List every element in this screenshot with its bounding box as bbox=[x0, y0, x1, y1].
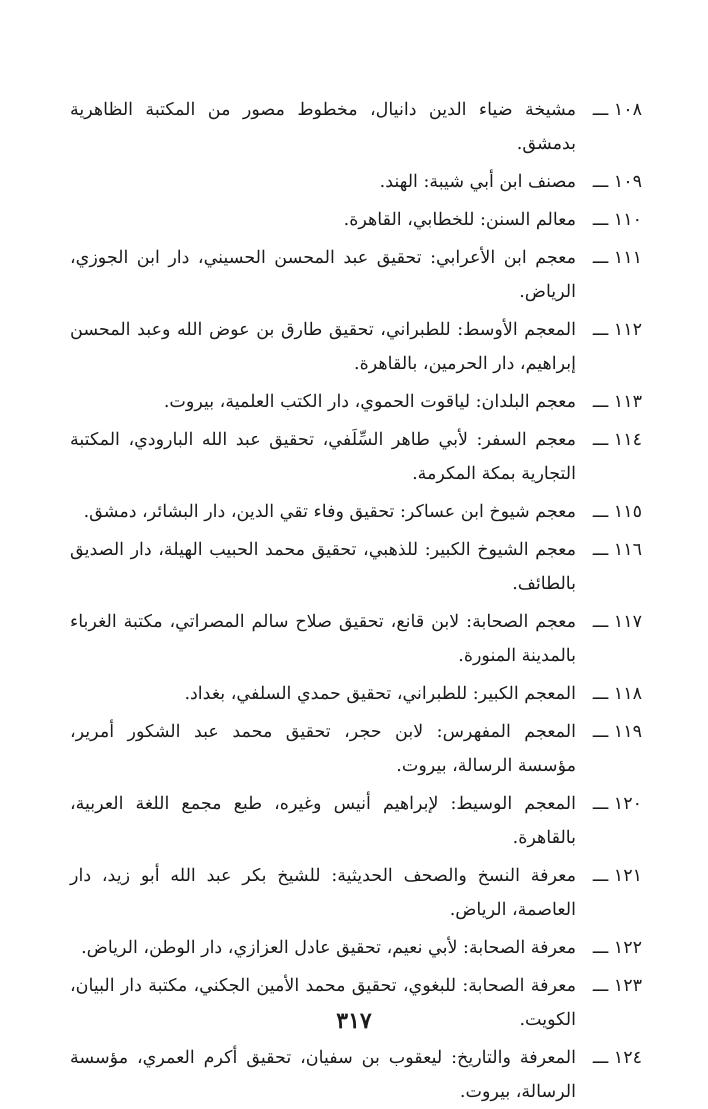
reference-entry bbox=[0, 385, 708, 419]
entry-number: ١١٦ ـــ bbox=[592, 540, 642, 560]
reference-entry bbox=[0, 241, 708, 309]
reference-entry bbox=[0, 605, 708, 673]
entry-text: معجم السفر: لأبي طاهر السِّلَفي، تحقيق عبد الله البارودي، المكتبة التجارية بمكة المكرمة. bbox=[70, 430, 576, 484]
entry-text: مشيخة ضياء الدين دانيال، مخطوط مصور من المكتبة الظاهرية بدمشق. bbox=[70, 100, 576, 154]
entry-number: ١١٧ ـــ bbox=[592, 612, 642, 632]
reference-entry bbox=[0, 859, 708, 927]
entry-number: ١٢٤ ـــ bbox=[592, 1048, 642, 1068]
entry-number: ١١٢ ـــ bbox=[592, 320, 642, 340]
entry-text: المعجم الوسيط: لإبراهيم أنيس وغيره، طبع مجمع اللغة العربية، بالقاهرة. bbox=[70, 794, 576, 848]
reference-entry bbox=[0, 787, 708, 855]
entry-number: ١٢٢ ـــ bbox=[592, 938, 642, 958]
reference-entry bbox=[0, 165, 708, 199]
reference-entry bbox=[0, 93, 708, 161]
entry-number: ١١٩ ـــ bbox=[592, 722, 642, 742]
reference-entry bbox=[0, 715, 708, 783]
reference-entry bbox=[0, 495, 708, 529]
entry-text: المعجم المفهرس: لابن حجر، تحقيق محمد عبد الشكور أمرير، مؤسسة الرسالة، بيروت. bbox=[70, 722, 576, 776]
reference-entry bbox=[0, 1041, 708, 1109]
reference-entry bbox=[0, 931, 708, 965]
page-number: ٣١٧ bbox=[336, 1008, 372, 1034]
entry-text: معجم البلدان: لياقوت الحموي، دار الكتب العلمية، بيروت. bbox=[163, 392, 576, 412]
reference-entry bbox=[0, 203, 708, 237]
entry-number: ١١٨ ـــ bbox=[592, 684, 642, 704]
entry-text: معرفة النسخ والصحف الحديثية: للشيخ بكر عبد الله أبو زيد، دار العاصمة، الرياض. bbox=[70, 866, 576, 920]
entry-number: ١٢١ ـــ bbox=[592, 866, 642, 886]
entry-number: ١٠٩ ـــ bbox=[592, 172, 642, 192]
reference-entry bbox=[0, 533, 708, 601]
entry-number: ١١٤ ـــ bbox=[592, 430, 642, 450]
entry-text: معرفة الصحابة: لأبي نعيم، تحقيق عادل العزازي، دار الوطن، الرياض. bbox=[81, 938, 576, 958]
entry-text: معالم السنن: للخطابي، القاهرة. bbox=[343, 210, 576, 230]
entry-text: المعجم الكبير: للطبراني، تحقيق حمدي السلفي، بغداد. bbox=[184, 684, 576, 704]
reference-entry bbox=[0, 677, 708, 711]
entry-number: ١١٥ ـــ bbox=[592, 502, 642, 522]
entry-text: معرفة الصحابة: للبغوي، تحقيق محمد الأمين الجكني، مكتبة دار البيان، الكويت. bbox=[70, 976, 576, 1030]
entry-number: ١١٠ ـــ bbox=[592, 210, 642, 230]
entry-number: ١١٣ ـــ bbox=[592, 392, 642, 412]
entry-text: معجم الشيوخ الكبير: للذهبي، تحقيق محمد الحبيب الهيلة، دار الصديق بالطائف. bbox=[70, 540, 576, 594]
reference-entry bbox=[0, 423, 708, 491]
entry-number: ١٢٣ ـــ bbox=[592, 976, 642, 996]
entry-text: المعرفة والتاريخ: ليعقوب بن سفيان، تحقيق أكرم العمري، مؤسسة الرسالة، بيروت. bbox=[70, 1048, 576, 1102]
entry-text: مصنف ابن أبي شيبة: الهند. bbox=[379, 172, 576, 192]
reference-list bbox=[0, 93, 708, 1109]
entry-number: ١٢٠ ـــ bbox=[592, 794, 642, 814]
reference-entry bbox=[0, 313, 708, 381]
entry-text: معجم ابن الأعرابي: تحقيق عبد المحسن الحسيني، دار ابن الجوزي، الرياض. bbox=[70, 248, 576, 302]
entry-number: ١٠٨ ـــ bbox=[592, 100, 642, 120]
entry-number: ١١١ ـــ bbox=[592, 248, 642, 268]
entry-text: المعجم الأوسط: للطبراني، تحقيق طارق بن عوض الله وعبد المحسن إبراهيم، دار الحرمين، بالقاهرة. bbox=[70, 320, 576, 374]
entry-text: معجم الصحابة: لابن قانع، تحقيق صلاح سالم المصراتي، مكتبة الغرباء بالمدينة المنورة. bbox=[70, 612, 576, 666]
entry-text: معجم شيوخ ابن عساكر: تحقيق وفاء تقي الدين، دار البشائر، دمشق. bbox=[83, 502, 576, 522]
